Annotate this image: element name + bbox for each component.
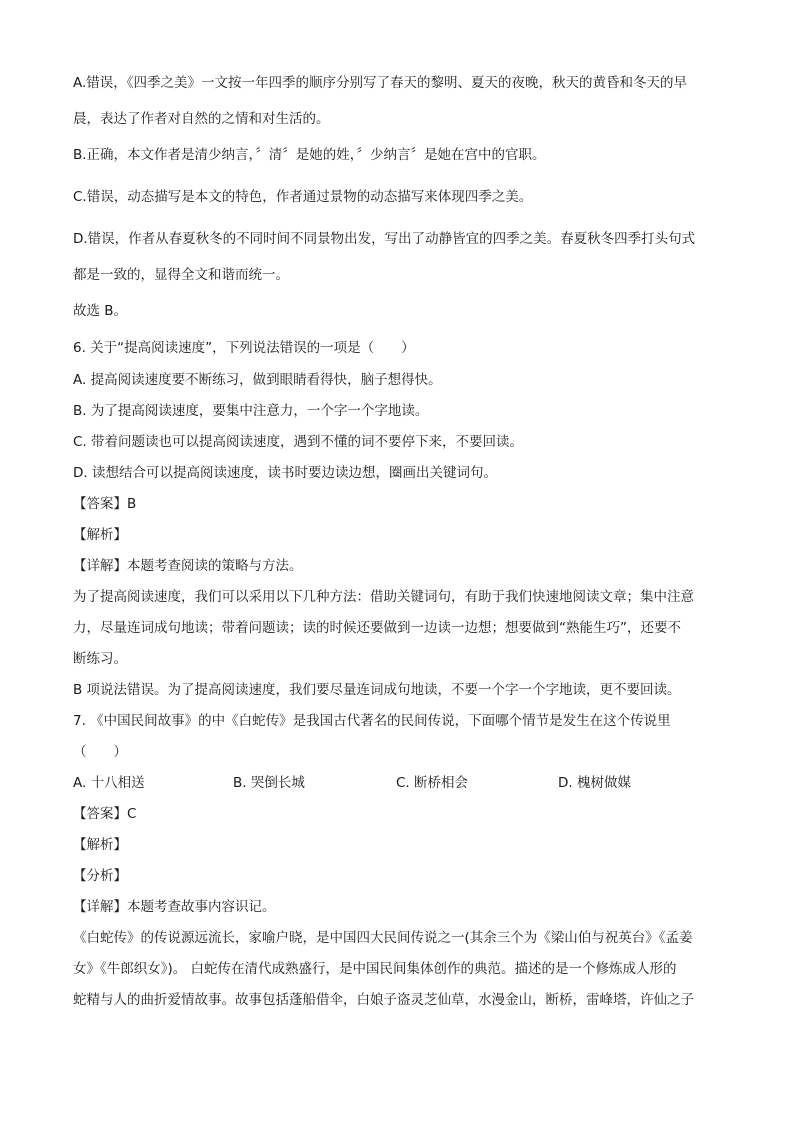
q7-para-line-3: 蛇精与人的曲折爱情故事。故事包括蓬船借伞，白娘子盗灵芝仙草，水漫金山，断桥，雷峰塔，许仙之子 — [73, 992, 694, 1008]
q7-option-d: D. 槐树做媒 — [558, 775, 631, 791]
q6-detail: 【详解】本题考查阅读的策略与方法。 — [73, 558, 303, 574]
q6-para-line-4: B 项说法错误。为了提高阅读速度，我们要尽量连词成句地读，不要一个字一个字地读，更不要回读。 — [73, 682, 681, 698]
q5-option-a-line-1: A.错误，《四季之美》一文按一年四季的顺序分别写了春天的黎明、夏天的夜晚，秋天的黄昏和冬天的早 — [73, 75, 688, 91]
q6-option-b: B. 为了提高阅读速度，要集中注意力，一个字一个字地读。 — [73, 403, 429, 419]
q7-stem-line-1: 7. 《中国民间故事》的中《白蛇传》是我国古代著名的民间传说，下面哪个情节是发生在这个传说里 — [73, 713, 671, 729]
q6-analysis-label: 【解析】 — [73, 527, 127, 543]
q7-option-c: C. 断桥相会 — [396, 775, 469, 791]
q7-para-line-1: 《白蛇传》的传说源远流长，家喻户晓，是中国四大民间传说之一(其余三个为《梁山伯与祝英台》《孟姜 — [73, 930, 693, 946]
q6-para-line-2: 力，尽量连词成句地读；带着问题读；读的时候还要做到一边读一边想；想要做到“熟能生巧”，还要不 — [73, 620, 681, 636]
q6-option-c: C. 带着问题读也可以提高阅读速度，遇到不懂的词不要停下来，不要回读。 — [73, 434, 524, 450]
q7-stem-line-2: （ ） — [73, 744, 127, 760]
q7-answer: 【答案】C — [73, 806, 137, 822]
q6-para-line-1: 为了提高阅读速度，我们可以采用以下几种方法：借助关键词句，有助于我们快速地阅读文章；集中注意 — [73, 589, 694, 605]
q7-detail: 【详解】本题考查故事内容识记。 — [73, 899, 276, 915]
q5-option-d-line-2: 都是一致的，显得全文和谐而统一。 — [73, 267, 289, 283]
q7-fenxi-label: 【分析】 — [73, 868, 127, 884]
q6-para-line-3: 断练习。 — [73, 651, 127, 667]
q7-option-b: B. 哭倒长城 — [233, 775, 305, 791]
q5-conclusion: 故选 B。 — [73, 303, 128, 319]
q6-option-a: A. 提高阅读速度要不断练习，做到眼睛看得快，脑子想得快。 — [73, 372, 442, 388]
q6-answer: 【答案】B — [73, 496, 137, 512]
q5-option-d-line-1: D.错误，作者从春夏秋冬的不同时间不同景物出发，写出了动静皆宜的四季之美。春夏秋冬四季打头句式 — [73, 231, 696, 247]
q7-para-line-2: 女》《牛郎织女》)。 白蛇传在清代成熟盛行，是中国民间集体创作的典范。描述的是一个修炼成人形的 — [73, 961, 677, 977]
q6-stem: 6. 关于“提高阅读速度”，下列说法错误的一项是（ ） — [73, 340, 415, 356]
q7-analysis-label: 【解析】 — [73, 837, 127, 853]
q7-option-a: A. 十八相送 — [73, 775, 145, 791]
q5-option-c: C.错误，动态描写是本文的特色，作者通过景物的动态描写来体现四季之美。 — [73, 189, 533, 205]
q5-option-b: B.正确，本文作者是清少纳言，〞清〞是她的姓，〞少纳言〞是她在宫中的官职。 — [73, 147, 546, 163]
q6-option-d: D. 读想结合可以提高阅读速度，读书时要边读边想，圈画出关键词句。 — [73, 465, 497, 481]
q5-option-a-line-2: 晨，表达了作者对自然的之情和对生活的。 — [73, 111, 330, 127]
